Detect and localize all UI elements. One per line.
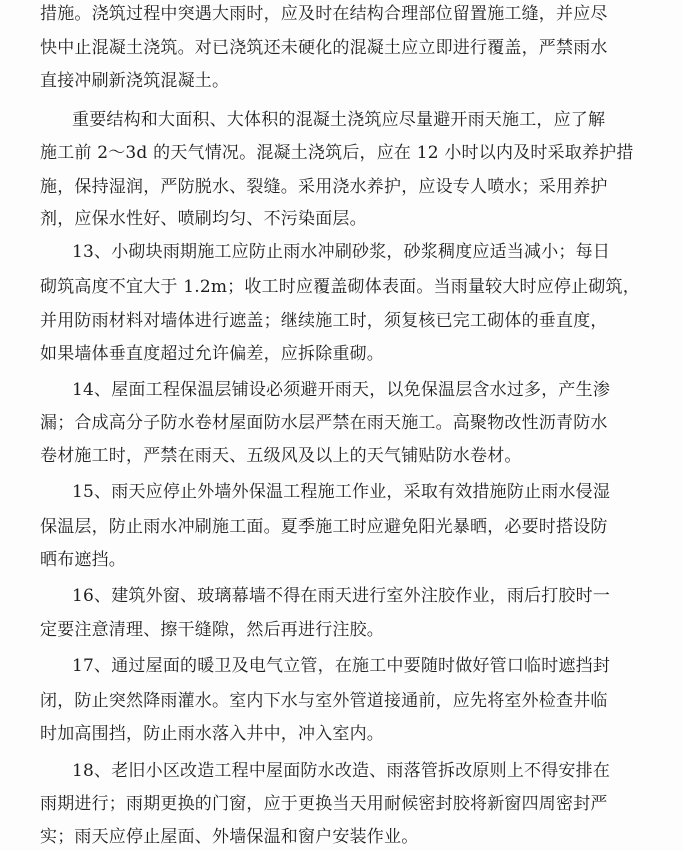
text-line: 直接冲刷新浇筑混凝土。: [40, 71, 230, 91]
text-line: 卷材施工时，严禁在雨天、五级风及以上的天气铺贴防水卷材。: [40, 446, 522, 466]
text-line: 晒布遮挡。: [40, 550, 126, 570]
text-line: 施工前 2～3d 的天气情况。混凝土浇筑后，应在 12 小时以内及时采取养护措: [40, 143, 634, 163]
text-line: 实；雨天应停止屋面、外墙保温和窗户安装作业。: [40, 827, 419, 847]
text-line: 如果墙体垂直度超过允许偏差，应拆除重砌。: [40, 344, 384, 364]
text-line: 雨期进行；雨期更换的门窗，应于更换当天用耐候密封胶将新窗四周密封严: [40, 794, 608, 814]
paragraph-first-line: 16、建筑外窗、玻璃幕墙不得在雨天进行室外注胶作业，雨后打胶时一: [72, 586, 611, 606]
paragraph-first-line: 13、小砌块雨期施工应防止雨水冲刷砂浆，砂浆稠度应适当减小；每日: [72, 242, 611, 262]
text-line: 措施。浇筑过程中突遇大雨时，应及时在结构合理部位留置施工缝，并应尽: [40, 4, 608, 24]
text-line: 快中止混凝土浇筑。对已浇筑还未硬化的混凝土应立即进行覆盖，严禁雨水: [40, 38, 608, 58]
text-line: 施，保持湿润，严防脱水、裂缝。采用浇水养护，应设专人喷水；采用养护: [40, 177, 608, 197]
text-line: 时加高围挡，防止雨水落入井中，冲入室内。: [40, 724, 384, 744]
paragraph-first-line: 15、雨天应停止外墙外保温工程施工作业，采取有效措施防止雨水侵湿: [72, 482, 611, 502]
text-line: 砌筑高度不宜大于 1.2m；收工时应覆盖砌体表面。当雨量较大时应停止砌筑，: [40, 277, 640, 297]
paragraph-first-line: 重要结构和大面积、大体积的混凝土浇筑应尽量避开雨天施工，应了解: [72, 110, 606, 130]
text-line: 保温层，防止雨水冲刷施工面。夏季施工时应避免阳光暴晒，必要时搭设防: [40, 517, 608, 537]
text-line: 剂，应保水性好、喷刷均匀、不污染面层。: [40, 209, 367, 229]
text-line: 漏；合成高分子防水卷材屋面防水层严禁在雨天施工。高聚物改性沥青防水: [40, 413, 608, 433]
paragraph-first-line: 17、通过屋面的暖卫及电气立管，在施工中要随时做好管口临时遮挡封: [72, 656, 611, 676]
text-line: 闭，防止突然降雨灌水。室内下水与室外管道接通前，应先将室外检查井临: [40, 691, 608, 711]
paragraph-first-line: 18、老旧小区改造工程中屋面防水改造、雨落管拆改原则上不得安排在: [72, 761, 611, 781]
paragraph-first-line: 14、屋面工程保温层铺设必须避开雨天，以免保温层含水过多，产生渗: [72, 380, 611, 400]
text-line: 并用防雨材料对墙体进行遮盖；继续施工时，须复核已完工砌体的垂直度，: [40, 311, 608, 331]
text-line: 定要注意清理、擦干缝隙，然后再进行注胶。: [40, 620, 384, 640]
